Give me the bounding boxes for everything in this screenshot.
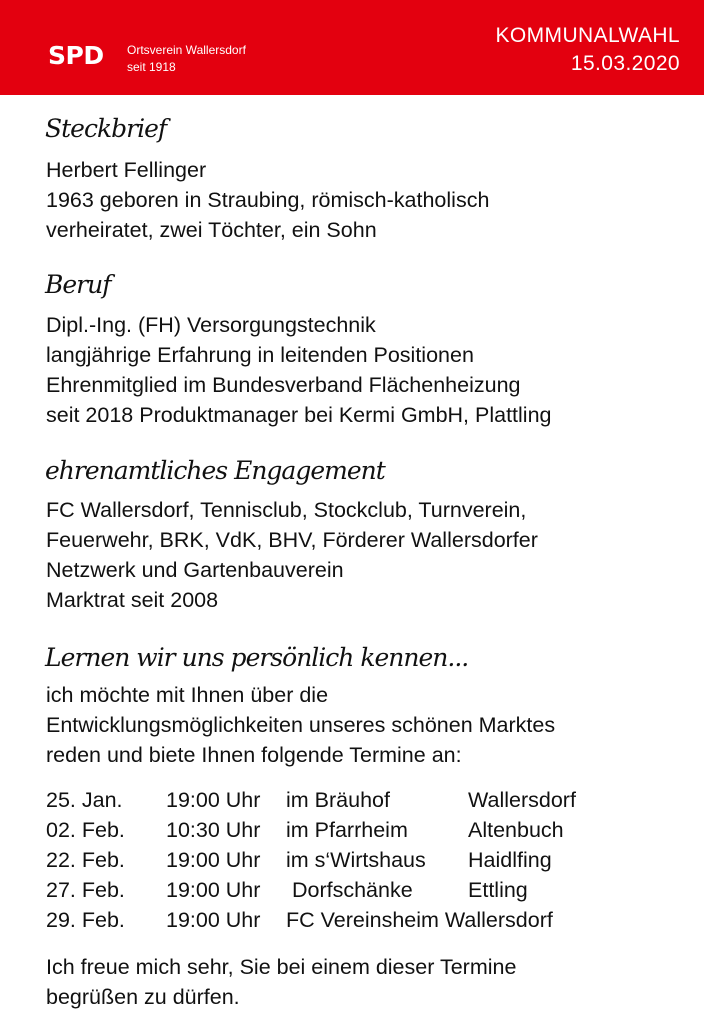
event-time: 19:00 Uhr <box>166 788 261 812</box>
text-line: seit 2018 Produktmanager bei Kermi GmbH, Plattling <box>46 403 552 427</box>
text-line: Ich freue mich sehr, Sie bei einem dieser Termine <box>46 955 517 979</box>
kennenlernen-text <box>46 680 555 770</box>
event-venue: im s‘Wirtshaus <box>286 848 426 872</box>
event-time: 19:00 Uhr <box>166 848 261 872</box>
event-town: Haidlfing <box>468 848 552 872</box>
event-date: 27. Feb. <box>46 878 125 902</box>
text-line: begrüßen zu dürfen. <box>46 985 240 1009</box>
engagement-text <box>46 495 538 615</box>
event-time: 19:00 Uhr <box>166 908 261 932</box>
event-venue: FC Vereinsheim Wallersdorf <box>286 908 553 932</box>
event-town: Ettling <box>468 878 528 902</box>
text-line: Feuerwehr, BRK, VdK, BHV, Förderer Wallersdorfer <box>46 528 538 552</box>
event-date: 29. Feb. <box>46 908 125 932</box>
text-line: ich möchte mit Ihnen über die <box>46 683 329 707</box>
org-since: seit 1918 <box>127 60 176 74</box>
event-town: Altenbuch <box>468 818 564 842</box>
heading-kennenlernen: Lernen wir uns persönlich kennen... <box>45 643 469 672</box>
heading-steckbrief: Steckbrief <box>45 114 167 143</box>
event-time: 10:30 Uhr <box>166 818 261 842</box>
event-date: 02. Feb. <box>46 818 125 842</box>
text-line: Dipl.-Ing. (FH) Versorgungstechnik <box>46 313 376 337</box>
beruf-text <box>46 310 552 430</box>
event-date: 22. Feb. <box>46 848 125 872</box>
text-line: Ehrenmitglied im Bundesverband Flächenheizung <box>46 373 521 397</box>
org-name: Ortsverein Wallersdorf <box>127 43 246 57</box>
header-banner <box>0 0 704 95</box>
election-date: 15.03.2020 <box>570 52 680 75</box>
event-town: Wallersdorf <box>468 788 576 812</box>
event-time: 19:00 Uhr <box>166 878 261 902</box>
heading-beruf: Beruf <box>45 270 111 299</box>
event-venue: im Bräuhof <box>286 788 390 812</box>
heading-engagement: ehrenamtliches Engagement <box>45 456 385 485</box>
org-info <box>127 42 246 76</box>
text-line: verheiratet, zwei Töchter, ein Sohn <box>46 218 377 242</box>
text-line: Entwicklungsmöglichkeiten unseres schönen Marktes <box>46 713 556 737</box>
event-venue: Dorfschänke <box>286 878 413 902</box>
text-line: reden und biete Ihnen folgende Termine an: <box>46 743 462 767</box>
closing-text <box>46 952 516 1012</box>
text-line: 1963 geboren in Straubing, römisch-katholisch <box>46 188 490 212</box>
election-title: KOMMUNALWAHL <box>495 24 680 47</box>
text-line: langjährige Erfahrung in leitenden Positionen <box>46 343 474 367</box>
event-date: 25. Jan. <box>46 788 123 812</box>
steckbrief-text <box>46 155 489 245</box>
text-line: Marktrat seit 2008 <box>46 588 219 612</box>
event-venue: im Pfarrheim <box>286 818 408 842</box>
spd-logo: SPD <box>48 41 104 70</box>
text-line: Netzwerk und Gartenbauverein <box>46 558 344 582</box>
text-line: Herbert Fellinger <box>46 158 207 182</box>
election-info <box>496 22 680 78</box>
text-line: FC Wallersdorf, Tennisclub, Stockclub, Turnverein, <box>46 498 527 522</box>
